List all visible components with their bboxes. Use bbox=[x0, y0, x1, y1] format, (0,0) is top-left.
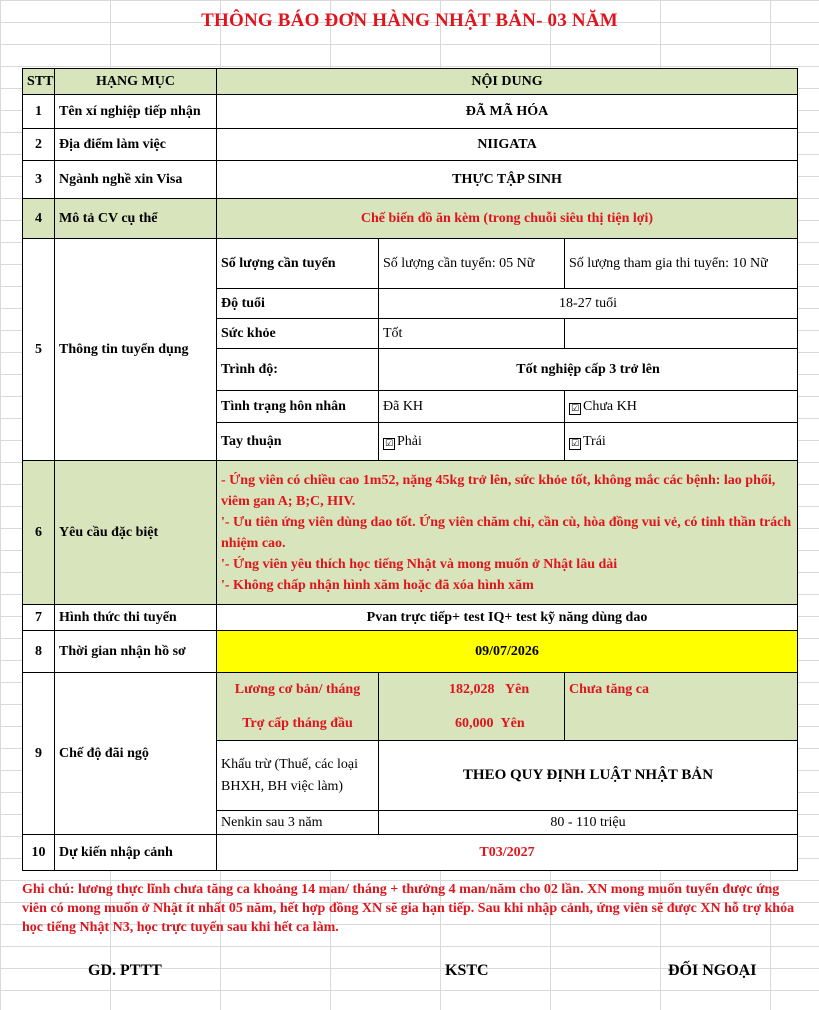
quantity-value: Số lượng cần tuyển: 05 Nữ bbox=[379, 239, 565, 289]
note-text: Ghi chú: lương thực lĩnh chưa tăng ca khoảng 14 man/ tháng + thưởng 4 man/năm cho 02 lần. XN mong muốn tuyển được ứng viên có mong muốn ở Nhật ít nhất 05 năm, hết hợp đồng XN sẽ gia hạn tiếp. Sau khi nhập cảnh, ứng viên sẽ được XN hỗ trợ khóa học tiếng Nhật N3, học trực tuyến sau khi hết ca làm. bbox=[22, 882, 795, 935]
order-table bbox=[22, 68, 798, 871]
row-label: Dự kiến nhập cảnh bbox=[55, 835, 217, 871]
row-stt: 8 bbox=[23, 631, 55, 673]
row-stt: 6 bbox=[23, 461, 55, 605]
empty-cell bbox=[565, 319, 798, 349]
work-location: NIIGATA bbox=[217, 129, 798, 161]
table-row bbox=[23, 239, 798, 289]
nenkin-label: Nenkin sau 3 năm bbox=[217, 811, 379, 835]
table-header bbox=[23, 69, 798, 95]
table-row bbox=[23, 631, 798, 673]
age-label: Độ tuổi bbox=[217, 289, 379, 319]
hand-option-right[interactable] bbox=[379, 423, 565, 461]
allowance-amount bbox=[379, 707, 565, 741]
allowance-unit: Yên bbox=[500, 715, 525, 731]
requirement-line: '- Không chấp nhận hình xăm hoặc đã xóa hình xăm bbox=[221, 577, 534, 593]
header-stt: STT bbox=[23, 69, 55, 95]
row-label: Mô tả CV cụ thể bbox=[55, 199, 217, 239]
salary-value: 182,028 bbox=[449, 682, 495, 698]
row-stt: 9 bbox=[23, 673, 55, 835]
quantity-label: Số lượng cần tuyển bbox=[217, 239, 379, 289]
hand-option-right-label: Phải bbox=[397, 434, 422, 449]
allowance-value: 60,000 bbox=[455, 715, 494, 731]
checkbox-checked-icon[interactable]: ☑ bbox=[570, 404, 580, 414]
table-row bbox=[23, 199, 798, 239]
salary-amount bbox=[379, 673, 565, 707]
requirement-line: '- Ứng viên yêu thích học tiếng Nhật và mong muốn ở Nhật lâu dài bbox=[221, 556, 618, 572]
health-label: Sức khỏe bbox=[217, 319, 379, 349]
row-stt: 1 bbox=[23, 95, 55, 129]
deduction-label: Khấu trừ (Thuế, các loại BHXH, BH việc làm) bbox=[217, 741, 379, 811]
education-value: Tốt nghiệp cấp 3 trở lên bbox=[379, 349, 798, 391]
requirement-line: '- Ưu tiên ứng viên dùng dao tốt. Ứng viên chăm chỉ, cần cù, hòa đồng vui vẻ, có tinh thần trách nhiệm cao. bbox=[221, 514, 792, 551]
table-row bbox=[23, 605, 798, 631]
table-row bbox=[23, 673, 798, 707]
table-row bbox=[23, 95, 798, 129]
education-label: Trình độ: bbox=[217, 349, 379, 391]
quantity-exam: Số lượng tham gia thi tuyển: 10 Nữ bbox=[565, 239, 798, 289]
checkbox-checked-icon[interactable]: ☑ bbox=[384, 439, 394, 449]
marital-option-single-label: Chưa KH bbox=[583, 399, 637, 414]
deduction-value: THEO QUY ĐỊNH LUẬT NHẬT BẢN bbox=[379, 741, 798, 811]
row-stt: 5 bbox=[23, 239, 55, 461]
marital-option-married[interactable] bbox=[379, 391, 565, 423]
checkbox-checked-icon[interactable]: ☑ bbox=[570, 439, 580, 449]
row-label: Hình thức thi tuyển bbox=[55, 605, 217, 631]
page-title: THÔNG BÁO ĐƠN HÀNG NHẬT BẢN- 03 NĂM bbox=[201, 10, 618, 31]
salary-label: Lương cơ bản/ tháng bbox=[217, 673, 379, 707]
allowance-label: Trợ cấp tháng đầu bbox=[217, 707, 379, 741]
marital-option-single[interactable] bbox=[565, 391, 798, 423]
exam-format: Pvan trực tiếp+ test IQ+ test kỹ năng dùng dao bbox=[217, 605, 798, 631]
hand-option-left-label: Trái bbox=[583, 434, 606, 449]
footer-left: GD. PTTT bbox=[88, 962, 162, 979]
row-stt: 7 bbox=[23, 605, 55, 631]
hand-label: Tay thuận bbox=[217, 423, 379, 461]
salary-unit: Yên bbox=[505, 682, 530, 698]
row-label: Thời gian nhận hồ sơ bbox=[55, 631, 217, 673]
company-name: ĐÃ MÃ HÓA bbox=[217, 95, 798, 129]
hand-option-left[interactable] bbox=[565, 423, 798, 461]
table-row bbox=[23, 835, 798, 871]
row-stt: 4 bbox=[23, 199, 55, 239]
salary-note: Chưa tăng ca bbox=[565, 673, 798, 707]
nenkin-value: 80 - 110 triệu bbox=[379, 811, 798, 835]
row-label: Tên xí nghiệp tiếp nhận bbox=[55, 95, 217, 129]
header-content: NỘI DUNG bbox=[217, 69, 798, 95]
application-date: 09/07/2026 bbox=[217, 631, 798, 673]
table-row bbox=[23, 161, 798, 199]
marital-label: Tình trạng hôn nhân bbox=[217, 391, 379, 423]
visa-type: THỰC TẬP SINH bbox=[217, 161, 798, 199]
header-category: HẠNG MỤC bbox=[55, 69, 217, 95]
empty-cell bbox=[565, 707, 798, 741]
row-stt: 2 bbox=[23, 129, 55, 161]
row-label: Địa điểm làm việc bbox=[55, 129, 217, 161]
requirement-line: - Ứng viên có chiều cao 1m52, nặng 45kg trở lên, sức khỏe tốt, không mắc các bệnh: lao phổi, viêm gan A; B;C, HIV. bbox=[221, 472, 776, 509]
row-label: Thông tin tuyển dụng bbox=[55, 239, 217, 461]
row-stt: 10 bbox=[23, 835, 55, 871]
row-label: Chế độ đãi ngộ bbox=[55, 673, 217, 835]
job-description: Chế biến đồ ăn kèm (trong chuỗi siêu thị tiện lợi) bbox=[217, 199, 798, 239]
footer-center: KSTC bbox=[445, 962, 489, 979]
footer-right: ĐỐI NGOẠI bbox=[668, 962, 757, 979]
row-stt: 3 bbox=[23, 161, 55, 199]
table-row bbox=[23, 129, 798, 161]
row-label: Ngành nghề xin Visa bbox=[55, 161, 217, 199]
marital-option-married-label: Đã KH bbox=[383, 399, 424, 414]
table-row bbox=[23, 461, 798, 605]
age-value: 18-27 tuổi bbox=[379, 289, 798, 319]
row-label: Yêu cầu đặc biệt bbox=[55, 461, 217, 605]
health-value: Tốt bbox=[379, 319, 565, 349]
special-requirements bbox=[217, 461, 798, 605]
expected-entry: T03/2027 bbox=[217, 835, 798, 871]
